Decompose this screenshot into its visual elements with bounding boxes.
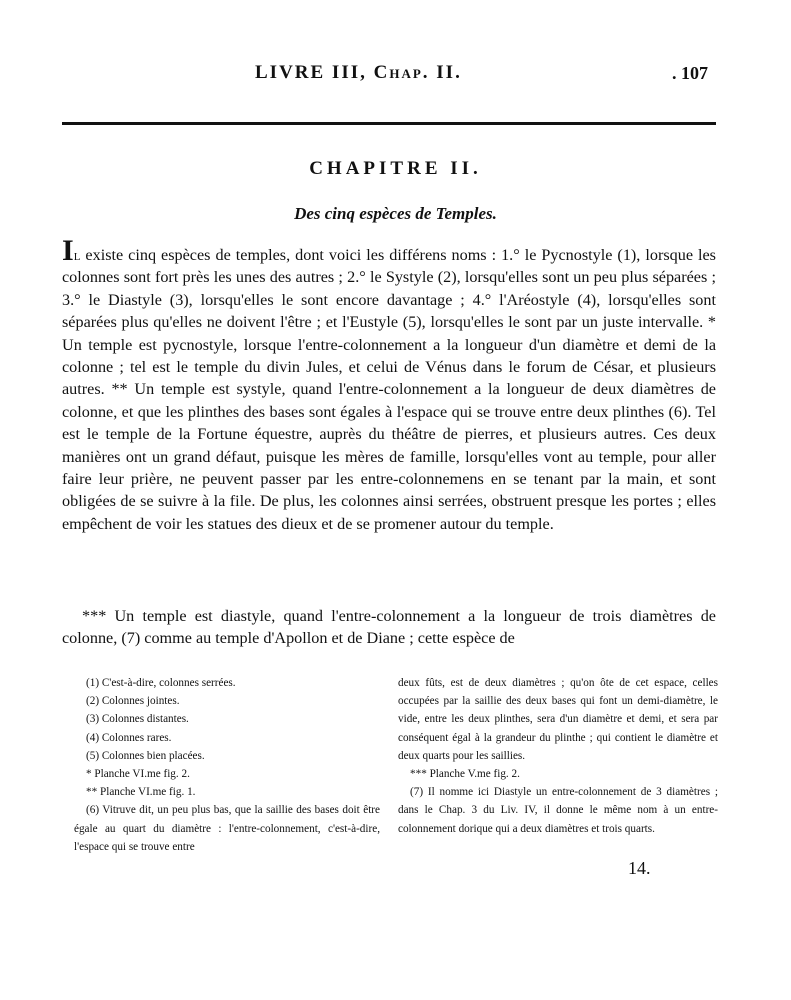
footnote-6-continued: deux fûts, est de deux diamètres ; qu'on ôte de cet espace, celles occupées par la saillie des deux bases qui font un demi-diamètre, le vide, entre les deux plinthes, sera d'un diamètre et demi, et sera par conséquent égal à la grandeur du plinthe ; qui contient le diamètre et deux quarts pour les saillies. (398, 677, 718, 762)
body-paragraph-2: *** Un temple est diastyle, quand l'entre-colonnement a la longueur de trois diamètres de colonne, (7) comme au temple d'Apollon et de Diane ; cette espèce de (62, 607, 716, 648)
drop-cap: I (62, 234, 74, 267)
footnote-2: (2) Colonnes jointes. (86, 695, 180, 708)
footnote-star-3: *** Planche V.me fig. 2. (410, 768, 520, 781)
footnote-5: (5) Colonnes bien placées. (86, 749, 205, 762)
chapter-title: CHAPITRE II. (309, 158, 482, 179)
footnotes-right-column (398, 674, 718, 838)
signature-mark: 14. (628, 858, 651, 878)
body-paragraph-1 (62, 234, 716, 535)
running-head: LIVRE III, Chap. II. (255, 62, 462, 83)
footnote-7: (7) Il nomme ici Diastyle un entre-colonnement de 3 diamètres ; dans le Chap. 3 du Liv. IV, il donne le même nom à un entre-colonnement dorique qui a deux diamètres et trois quarts. (398, 786, 718, 835)
header-rule (62, 122, 716, 125)
footnote-1: (1) C'est-à-dire, colonnes serrées. (86, 677, 236, 689)
footnote-star-2: ** Planche VI.me fig. 1. (86, 786, 196, 799)
footnote-star-1: * Planche VI.me fig. 2. (86, 768, 190, 781)
footnote-3: (3) Colonnes distantes. (86, 713, 189, 726)
paragraph-1-text: existe cinq espèces de temples, dont voici les différens noms : 1.° le Pycnostyle (1), lorsque les colonnes sont fort près les unes des autres ; 2.° le Systyle (2), lorsqu'elles sont un peu plus séparées ; 3.° le Diastyle (3), lorsqu'elles le sont encore davantage ; 4.° l'Aréostyle (4), lorsqu'elles sont séparées plus qu'elles ne doivent l'être ; et l'Eustyle (5), lorsqu'elles le sont par un juste intervalle. * Un temple est pycnostyle, lorsque l'entre-colonnement a la longueur d'un diamètre et demi de la colonne ; tel est le temple du divin Jules, et celui de Vénus dans le forum de César, et plusieurs autres. ** Un temple est systyle, quand l'entre-colonnement a la longueur de deux diamètres de colonne, et que les plinthes des bases sont égales à l'espace qui se trouve entre deux plinthes (6). Tel est le temple de la Fortune équestre, auprès du théâtre de pierres, et plusieurs autres. Ces deux manières ont un grand défaut, puisque les mères de famille, lorsqu'elles vont au temple, pour aller faire leur prière, ne peuvent passer par les entre-colonnemens en se tenant par la main, et sont obligées de se suivre à la file. De plus, les colonnes ainsi serrées, obstruent presque les portes ; elles empêchent de voir les statues des dieux et de se promener autour du temple. (62, 246, 716, 533)
footnotes-left-column (74, 674, 380, 856)
footnote-4: (4) Colonnes rares. (86, 731, 172, 744)
lead-letter: l (73, 246, 81, 264)
footnote-6: (6) Vitruve dit, un peu plus bas, que la saillie des bases doit être égale au quart du diamètre : l'entre-colonnement, c'est-à-dire, l'espace qui se trouve entre (74, 804, 380, 853)
chapter-subtitle: Des cinq espèces de Temples. (294, 204, 497, 223)
page-number: . 107 (672, 63, 708, 83)
